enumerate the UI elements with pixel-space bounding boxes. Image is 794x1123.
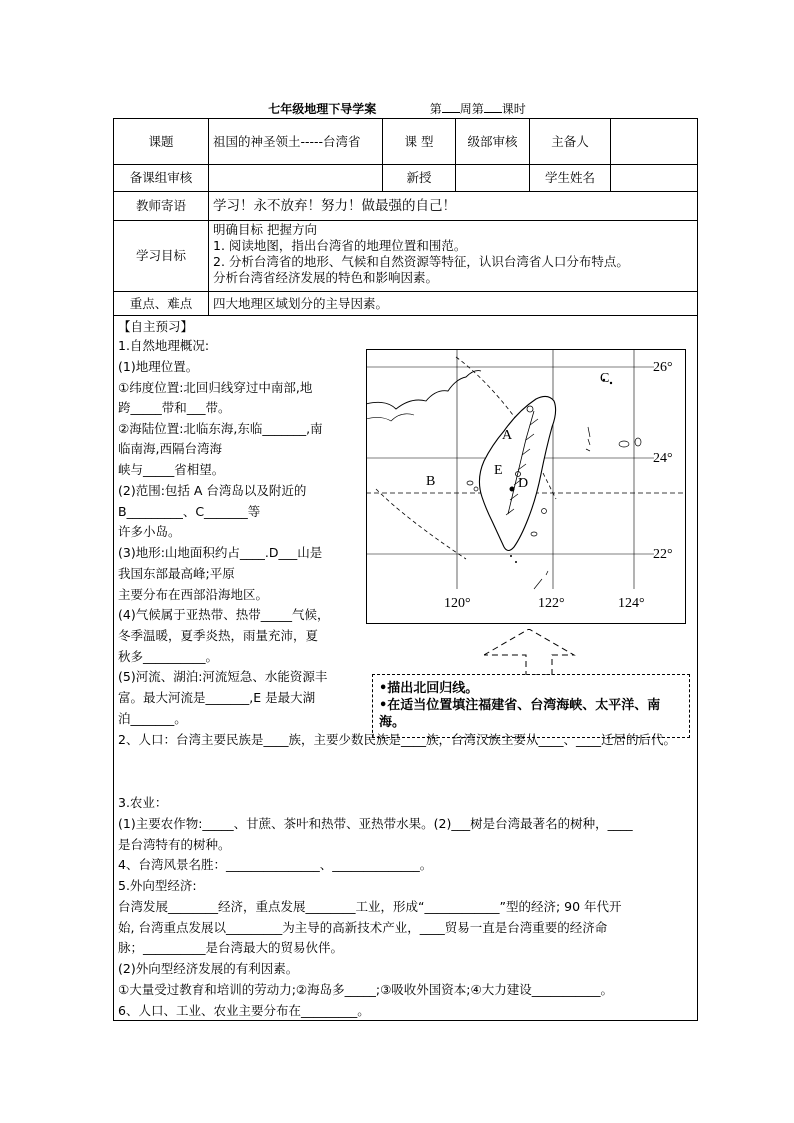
lon-label: 124° <box>618 596 645 611</box>
agriculture-line: (1)主要农作物:_____、甘蔗、茶叶和热带、亚热带水果。(2)___树是台湾最著名的树种，____ <box>118 816 633 831</box>
teacher-msg-value: 学习！永不放弃！努力！做最强的自己！ <box>208 191 698 221</box>
content-line: 跨_____带和___带。 <box>118 400 231 415</box>
type-value: 新授 <box>382 164 456 192</box>
economy-heading: 5.外向型经济: <box>118 878 197 893</box>
island <box>515 561 517 563</box>
orchid-island <box>531 532 537 536</box>
content-line: (3)地形:山地面积约占____.D___山是 <box>118 545 323 560</box>
lat-label: 26° <box>653 360 673 375</box>
island-marks <box>534 571 548 589</box>
preparer-label: 主备人 <box>529 118 611 165</box>
content-line: B_________、C_______等 <box>118 504 261 519</box>
mainland-coastline <box>366 414 414 421</box>
content-line: ②海陆位置:北临东海,东临_______,南 <box>118 421 323 436</box>
key-points-label: 重点、难点 <box>113 291 209 316</box>
content-line: (2)范围:包括 A 台湾岛以及附近的 <box>118 483 307 498</box>
agriculture-line: 是台湾特有的树种。 <box>118 837 231 852</box>
student-name-label: 学生姓名 <box>529 164 611 192</box>
economy-line: 台湾发展________经济，重点发展________工业，形成“____________”型的经济; 90 年代开 <box>118 899 622 914</box>
title-text: 七年级地理下导学案 <box>268 102 377 116</box>
goal-line: 明确目标 把握方向 <box>213 222 317 237</box>
teacher-msg-label: 教师寄语 <box>113 191 209 221</box>
point-label-a: A <box>502 428 513 443</box>
goals-content <box>208 220 698 292</box>
blank[interactable] <box>442 100 460 113</box>
economy-line: 脉；__________是台湾最大的贸易伙伴。 <box>118 940 344 955</box>
student-name-value[interactable] <box>610 164 698 192</box>
schedule-week-prefix: 第 <box>429 102 442 116</box>
lon-label: 120° <box>444 596 471 611</box>
callout-line: •在适当位置填注福建省、台湾海峡、太平洋、南海。 <box>379 698 661 730</box>
distribution-question: 6、人口、工业、农业主要分布在_________。 <box>118 1003 370 1018</box>
lon-label: 122° <box>538 596 565 611</box>
goal-line: 1. 阅读地图，指出台湾省的地理位置和围范。 <box>213 238 467 253</box>
content-line: 峡与_____省相望。 <box>118 462 225 477</box>
point-label-c: C <box>600 371 610 386</box>
content-line: 1.自然地理概况: <box>118 338 210 353</box>
callout-line: •描出北回归线。 <box>379 681 479 696</box>
content-line: (4)气候属于亚热带、热带_____气候， <box>118 607 330 622</box>
economy-line: 始, 台湾重点发展以_________为主导的高新技术产业，____贸易一直是台湾重要的经济命 <box>118 920 608 935</box>
goal-line: 分析台湾省经济发展的特色和影响因素。 <box>213 270 439 285</box>
content-line: 冬季温暖，夏季炎热，雨量充沛，夏 <box>118 628 319 643</box>
content-line: 临南海,西隔台湾海 <box>118 441 222 456</box>
schedule-lesson-label: 课时 <box>501 102 526 116</box>
content-line: (1)地理位置。 <box>118 359 199 374</box>
economy-factors: ①大量受过教育和培训的劳动力;②海岛多_____;③吸收外国资本;④大力建设___________。 <box>118 982 613 997</box>
lat-label: 24° <box>653 451 673 466</box>
point-label-e: E <box>494 463 503 478</box>
content-line: (5)河流、湖泊:河流短急、水能资源丰 <box>118 669 328 684</box>
callout-pointer <box>484 629 594 675</box>
point-label-d: D <box>518 476 529 491</box>
population-question: 2、人口：台湾主要民族是____族，主要少数民族是____族，台湾汉族主要从____、____迁居的后代。 <box>118 732 676 747</box>
penghu-island <box>467 481 473 485</box>
green-island <box>542 509 547 514</box>
economy-factors-heading: (2)外向型经济发展的有利因素。 <box>118 961 299 976</box>
topic-value: 祖国的神圣领土-----台湾省 <box>208 118 383 165</box>
lat-label: 22° <box>653 547 673 562</box>
group-review-label: 备课组审核 <box>113 164 209 192</box>
goals-label: 学习目标 <box>113 220 209 292</box>
preparer-value[interactable] <box>610 118 698 165</box>
penghu-island <box>474 487 478 491</box>
document-title <box>0 100 794 117</box>
point-label-b: B <box>426 474 436 489</box>
taiwan-map <box>366 349 686 624</box>
yushan-peak <box>510 487 515 492</box>
dept-review-label: 级部审核 <box>455 118 530 165</box>
island <box>619 441 629 447</box>
key-points-value: 四大地理区域划分的主导因素。 <box>208 291 698 316</box>
topic-label: 课题 <box>113 118 209 165</box>
agriculture-heading: 3.农业： <box>118 795 168 810</box>
content-line: ①纬度位置:北回归线穿过中南部,地 <box>118 380 313 395</box>
content-line: 富。最大河流是_______,E 是最大湖 <box>118 690 316 705</box>
preview-heading: 【自主预习】 <box>118 319 194 334</box>
type-label: 课 型 <box>382 118 456 165</box>
group-review-value[interactable] <box>208 164 383 192</box>
content-line: 主要分布在西部沿海地区。 <box>118 587 269 602</box>
content-line: 许多小岛。 <box>118 524 181 539</box>
mainland-coastline <box>366 371 481 409</box>
content-line: 秋多__________。 <box>118 649 219 664</box>
map-task-callout <box>372 674 690 738</box>
schedule-week-label: 周第 <box>459 102 484 116</box>
scenic-question: 4、台湾风景名胜：_______________、______________。 <box>118 857 433 872</box>
preview-section <box>113 315 698 1021</box>
content-line: 泊_______。 <box>118 711 187 726</box>
blank[interactable] <box>484 100 502 113</box>
island <box>635 438 641 446</box>
island <box>510 555 512 557</box>
island <box>610 382 612 384</box>
dept-review-value[interactable] <box>455 164 530 192</box>
boundary-arc <box>376 489 466 559</box>
content-line: 我国东部最高峰;平原 <box>118 566 235 581</box>
goal-line: 2. 分析台湾省的地形、气候和自然资源等特征，认识台湾省人口分布特点。 <box>213 254 629 269</box>
island-marks <box>586 427 590 451</box>
